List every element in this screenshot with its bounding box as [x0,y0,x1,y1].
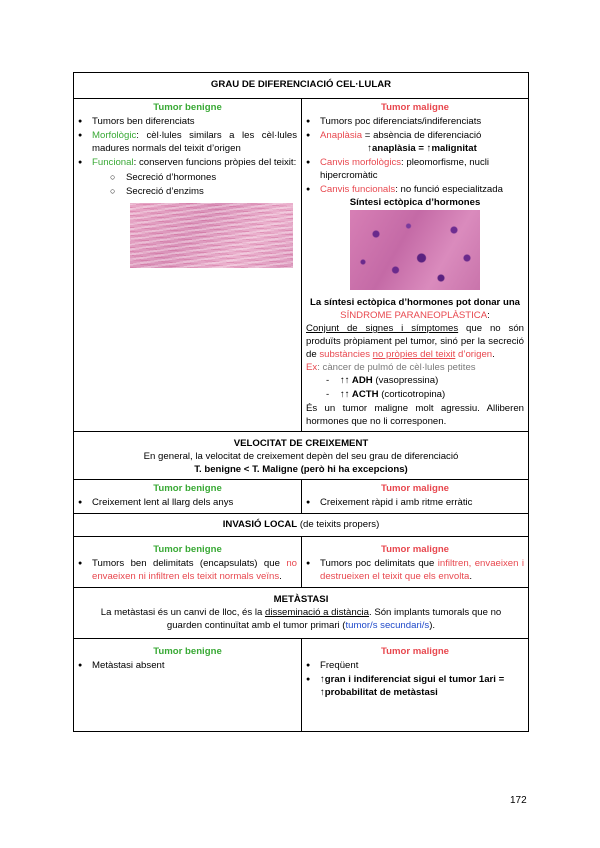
list-item: ● Canvis morfològics: pleomorfisme, nucli hipercromàtic [320,156,524,182]
maligne-heading: Tumor maligne [380,102,450,113]
sintesi-text: La síntesi ectòpica d’hormones pot donar una [309,297,521,308]
maligne-column [301,639,528,731]
list-item: ● Metàstasi absent [92,659,297,672]
section-body-metastasi [74,638,528,731]
section-header-diferenciacio [74,73,528,98]
sub-list [92,171,297,198]
list-item: ● ↑gran i indiferenciat sigui el tumor 1ari = ↑probabilitat de metàstasi [320,673,524,699]
section-text: La metàstasi és un canvi de lloc, és la disseminació a distància. Són implants tumorals que no guarden continuïtat amb el tumor primari (tumor/s secundari/s). [100,607,502,631]
histology-image-malignant [350,210,480,290]
section-text: T. benigne < T. Maligne (però hi ha excepcions) [194,464,408,475]
maligne-heading: Tumor maligne [380,646,450,657]
benigne-column [74,99,301,431]
list-item: ● Freqüent [320,659,524,672]
benigne-column [74,480,301,513]
maligne-column [301,99,528,431]
final-note: És un tumor maligne molt agressiu. Alliberen hormones que no li corresponen. [306,403,524,427]
list-item: ● Tumors ben diferenciats [92,115,297,128]
list-item: ● Creixement lent al llarg dels anys [92,496,297,509]
section-title: VELOCITAT DE CREIXEMENT [233,438,369,449]
sindrome-definition: Conjunt de signes i símptomes que no són produïts pròpiament pel tumor, sinó per la secreció de substàncies no pròpies del teixit d’origen. [306,323,524,360]
maligne-list [306,115,524,196]
list-item: - ↑↑ ACTH (corticotropina) [340,388,524,401]
section-header-metastasi [74,587,528,638]
section-title: METÀSTASI [273,594,329,605]
list-item: - ↑↑ ADH (vasopressina) [340,374,524,387]
benigne-column [74,537,301,587]
benigne-heading: Tumor benigne [153,646,222,657]
benigne-heading: Tumor benigne [153,483,222,494]
benigne-heading: Tumor benigne [153,102,222,113]
list-item: ● Funcional: conserven funcions pròpies del teixit: ○ Secreció d’hormones ○ Secreció d’enzims [92,156,297,198]
hormone-list [306,374,524,401]
comparison-table [73,72,529,732]
benigne-list [78,115,297,198]
sub-list-item: ○ Secreció d’hormones [126,171,297,184]
section-body-diferenciacio [74,98,528,431]
list-item: ● Tumors poc delimitats que infiltren, envaeixen i destrueixen el teixit que els envolta. [320,557,524,583]
sub-list-item: ○ Secreció d’enzims [126,185,297,198]
section-body-velocitat [74,479,528,513]
list-item: ● Morfològic: cèl·lules similars a les cèl·lules madures normals del teixit d’origen [92,129,297,155]
maligne-heading: Tumor maligne [380,544,450,555]
histology-image-benign [130,203,293,268]
sindrome-label: SÍNDROME PARANEOPLÀSTICA: [340,310,490,321]
sintesi-title: Síntesi ectòpica d’hormones [349,197,481,208]
example-line: Ex: càncer de pulmó de cèl·lules petites [306,362,476,373]
section-title: GRAU DE DIFERENCIACIÓ CEL·LULAR [210,79,392,90]
list-item: ● Anaplàsia = absència de diferenciació ↑anaplàsia = ↑malignitat [320,129,524,155]
section-text: En general, la velocitat de creixement depèn del seu grau de diferenciació [143,451,459,462]
list-item: ● Tumors poc diferenciats/indiferenciats [320,115,524,128]
section-body-invasio [74,536,528,587]
list-item: ● Creixement ràpid i amb ritme erràtic [320,496,524,509]
list-item: ● Canvis funcionals: no funció especialitzada [320,183,524,196]
benigne-heading: Tumor benigne [153,544,222,555]
benigne-column [74,639,301,731]
maligne-column [301,537,528,587]
section-subtitle: (de teixits propers) [297,519,380,530]
maligne-column [301,480,528,513]
list-item: ● Tumors ben delimitats (encapsulats) que no envaeixen ni infiltren els teixit normals veïns. [92,557,297,583]
maligne-heading: Tumor maligne [380,483,450,494]
page-number: 172 [510,795,527,806]
section-header-invasio [74,513,528,536]
section-header-velocitat [74,431,528,479]
section-title: INVASIÓ LOCAL [222,519,298,530]
